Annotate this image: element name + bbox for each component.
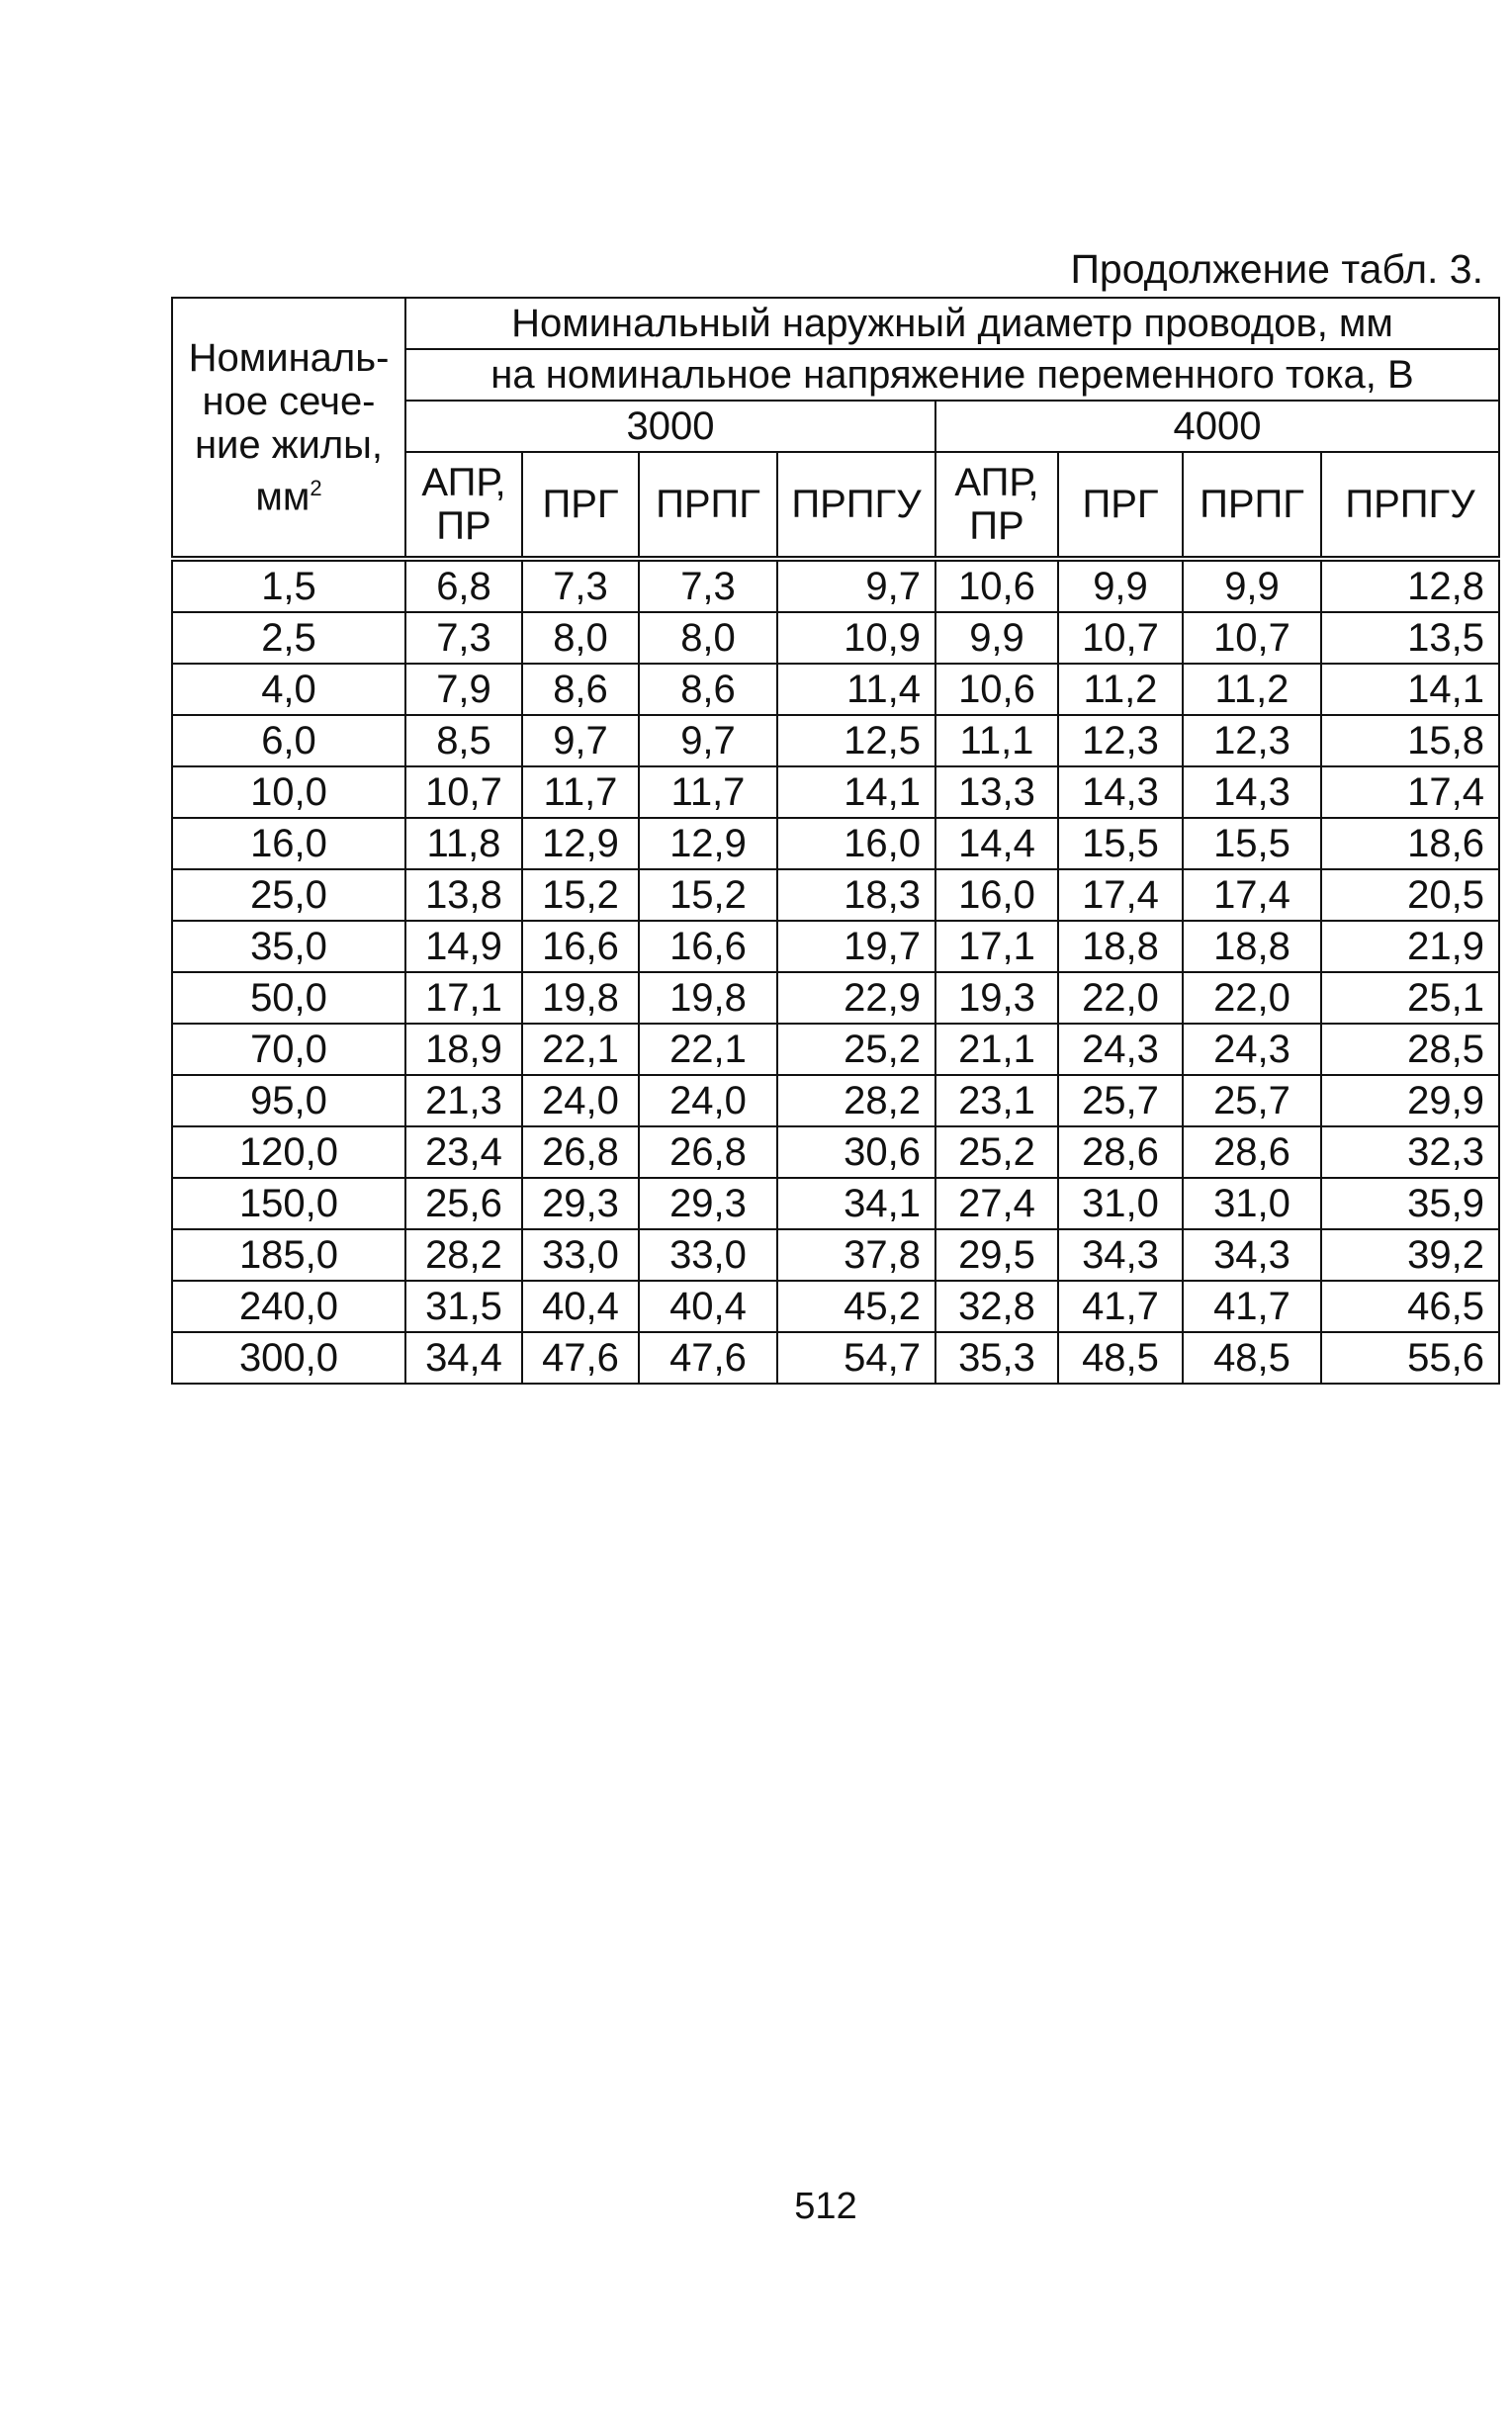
diameter-cell: 28,6 [1183,1126,1321,1178]
diameter-cell: 33,0 [639,1229,777,1281]
diameter-cell: 19,3 [935,972,1058,1024]
diameter-cell: 15,8 [1321,715,1499,766]
diameter-cell: 21,1 [935,1024,1058,1075]
diameter-cell: 20,5 [1321,869,1499,921]
diameter-cell: 40,4 [639,1281,777,1332]
diameter-cell: 9,7 [639,715,777,766]
wire-type-header: АПР, ПР [405,452,522,559]
diameter-cell: 27,4 [935,1178,1058,1229]
diameter-cell: 11,2 [1183,664,1321,715]
diameter-cell: 29,3 [639,1178,777,1229]
cross-section-cell: 95,0 [172,1075,405,1126]
table-row [172,921,1499,972]
diameter-cell: 16,0 [935,869,1058,921]
diameter-cell: 12,3 [1058,715,1183,766]
diameter-cell: 12,5 [777,715,935,766]
voltage-group-header: 4000 [935,401,1499,452]
diameter-cell: 33,0 [522,1229,639,1281]
diameter-cell: 19,8 [522,972,639,1024]
cross-section-cell: 120,0 [172,1126,405,1178]
diameter-cell: 31,5 [405,1281,522,1332]
diameter-cell: 23,4 [405,1126,522,1178]
diameter-cell: 7,3 [522,559,639,612]
diameter-cell: 19,7 [777,921,935,972]
diameter-cell: 29,5 [935,1229,1058,1281]
diameter-cell: 13,3 [935,766,1058,818]
diameter-cell: 21,9 [1321,921,1499,972]
diameter-cell: 41,7 [1183,1281,1321,1332]
cross-section-cell: 6,0 [172,715,405,766]
diameter-cell: 16,6 [639,921,777,972]
diameter-cell: 9,9 [1183,559,1321,612]
diameter-cell: 45,2 [777,1281,935,1332]
diameter-cell: 22,0 [1058,972,1183,1024]
table-row [172,1178,1499,1229]
diameter-cell: 10,7 [405,766,522,818]
table-row [172,1024,1499,1075]
diameter-cell: 14,3 [1058,766,1183,818]
wire-type-header: АПР, ПР [935,452,1058,559]
diameter-cell: 34,3 [1183,1229,1321,1281]
diameter-cell: 17,1 [935,921,1058,972]
diameter-cell: 21,3 [405,1075,522,1126]
diameter-cell: 7,9 [405,664,522,715]
diameter-cell: 16,6 [522,921,639,972]
cross-section-cell: 185,0 [172,1229,405,1281]
diameter-cell: 24,3 [1058,1024,1183,1075]
page-number: 512 [794,2186,857,2227]
diameter-cell: 9,9 [935,612,1058,664]
diameter-cell: 15,2 [522,869,639,921]
diameter-cell: 26,8 [639,1126,777,1178]
wire-type-header: ПРГ [1058,452,1183,559]
diameter-cell: 34,1 [777,1178,935,1229]
diameter-cell: 22,1 [639,1024,777,1075]
diameter-cell: 32,3 [1321,1126,1499,1178]
diameter-cell: 29,9 [1321,1075,1499,1126]
diameter-cell: 48,5 [1183,1332,1321,1384]
diameter-cell: 9,7 [777,559,935,612]
cross-section-cell: 16,0 [172,818,405,869]
diameter-cell: 6,8 [405,559,522,612]
diameter-cell: 10,6 [935,664,1058,715]
diameter-cell: 17,4 [1321,766,1499,818]
diameter-cell: 15,5 [1183,818,1321,869]
diameter-cell: 11,7 [522,766,639,818]
diameter-cell: 17,4 [1058,869,1183,921]
diameter-cell: 11,1 [935,715,1058,766]
diameter-cell: 25,7 [1183,1075,1321,1126]
cross-section-cell: 240,0 [172,1281,405,1332]
diameter-cell: 40,4 [522,1281,639,1332]
diameter-cell: 47,6 [639,1332,777,1384]
table-row [172,1126,1499,1178]
table-row [172,1281,1499,1332]
cross-section-cell: 50,0 [172,972,405,1024]
diameter-cell: 8,0 [522,612,639,664]
diameter-cell: 25,6 [405,1178,522,1229]
diameter-cell: 28,2 [777,1075,935,1126]
diameter-cell: 11,7 [639,766,777,818]
diameter-cell: 24,3 [1183,1024,1321,1075]
diameter-cell: 25,2 [777,1024,935,1075]
table-row [172,869,1499,921]
first-column-header-text: Номиналь-ное сече-ние жилы, мм [188,335,390,519]
subgroup-header: на номинальное напряжение переменного тока, В [405,349,1499,401]
diameter-cell: 14,3 [1183,766,1321,818]
cross-section-cell: 70,0 [172,1024,405,1075]
diameter-cell: 11,4 [777,664,935,715]
table-caption: Продолжение табл. 3. [1070,246,1483,292]
cross-section-cell: 4,0 [172,664,405,715]
diameter-cell: 8,5 [405,715,522,766]
table-row [172,612,1499,664]
diameter-cell: 14,1 [1321,664,1499,715]
diameter-cell: 34,3 [1058,1229,1183,1281]
diameter-cell: 46,5 [1321,1281,1499,1332]
diameter-cell: 19,8 [639,972,777,1024]
diameter-cell: 8,6 [639,664,777,715]
diameter-cell: 8,0 [639,612,777,664]
diameter-cell: 25,1 [1321,972,1499,1024]
voltage-group-header: 3000 [405,401,935,452]
diameter-cell: 47,6 [522,1332,639,1384]
diameter-cell: 28,5 [1321,1024,1499,1075]
diameter-cell: 54,7 [777,1332,935,1384]
group-header: Номинальный наружный диаметр проводов, мм [405,298,1499,349]
diameter-cell: 55,6 [1321,1332,1499,1384]
diameter-cell: 22,1 [522,1024,639,1075]
table-row [172,818,1499,869]
diameter-cell: 18,9 [405,1024,522,1075]
diameter-cell: 31,0 [1183,1178,1321,1229]
diameter-cell: 24,0 [639,1075,777,1126]
table-row [172,766,1499,818]
diameter-cell: 13,8 [405,869,522,921]
diameter-cell: 8,6 [522,664,639,715]
table-row [172,1229,1499,1281]
table-row [172,1332,1499,1384]
cross-section-cell: 35,0 [172,921,405,972]
first-column-header [172,298,405,559]
diameter-cell: 12,8 [1321,559,1499,612]
diameter-cell: 9,9 [1058,559,1183,612]
diameter-cell: 14,4 [935,818,1058,869]
wire-type-header: ПРГ [522,452,639,559]
diameter-cell: 28,6 [1058,1126,1183,1178]
diameter-cell: 30,6 [777,1126,935,1178]
cross-section-cell: 2,5 [172,612,405,664]
diameter-cell: 10,9 [777,612,935,664]
wire-type-header: ПРПГУ [1321,452,1499,559]
diameter-cell: 25,7 [1058,1075,1183,1126]
diameter-cell: 15,2 [639,869,777,921]
cross-section-cell: 300,0 [172,1332,405,1384]
diameter-cell: 18,3 [777,869,935,921]
diameter-cell: 22,0 [1183,972,1321,1024]
table-row [172,664,1499,715]
diameter-cell: 7,3 [639,559,777,612]
table-row [172,1075,1499,1126]
diameter-cell: 29,3 [522,1178,639,1229]
diameter-cell: 7,3 [405,612,522,664]
diameter-cell: 31,0 [1058,1178,1183,1229]
wire-type-header: ПРПГ [1183,452,1321,559]
diameter-cell: 34,4 [405,1332,522,1384]
diameter-cell: 41,7 [1058,1281,1183,1332]
table-row [172,715,1499,766]
wire-type-header: ПРПГУ [777,452,935,559]
diameter-cell: 28,2 [405,1229,522,1281]
diameter-cell: 10,7 [1058,612,1183,664]
diameter-cell: 12,9 [639,818,777,869]
table-row [172,972,1499,1024]
diameter-cell: 32,8 [935,1281,1058,1332]
diameter-cell: 16,0 [777,818,935,869]
cross-section-cell: 150,0 [172,1178,405,1229]
diameter-cell: 24,0 [522,1075,639,1126]
diameter-cell: 37,8 [777,1229,935,1281]
diameter-cell: 26,8 [522,1126,639,1178]
first-column-header-sup: 2 [310,475,322,500]
diameter-cell: 10,7 [1183,612,1321,664]
cross-section-cell: 10,0 [172,766,405,818]
cable-diameter-table [171,297,1500,1385]
diameter-cell: 35,9 [1321,1178,1499,1229]
diameter-cell: 12,9 [522,818,639,869]
cross-section-cell: 25,0 [172,869,405,921]
cross-section-cell: 1,5 [172,559,405,612]
wire-type-header: ПРПГ [639,452,777,559]
diameter-cell: 39,2 [1321,1229,1499,1281]
diameter-cell: 14,1 [777,766,935,818]
diameter-cell: 22,9 [777,972,935,1024]
diameter-cell: 17,4 [1183,869,1321,921]
diameter-cell: 15,5 [1058,818,1183,869]
table-row [172,559,1499,612]
diameter-cell: 12,3 [1183,715,1321,766]
diameter-cell: 10,6 [935,559,1058,612]
diameter-cell: 18,8 [1058,921,1183,972]
diameter-cell: 48,5 [1058,1332,1183,1384]
diameter-cell: 9,7 [522,715,639,766]
diameter-cell: 11,8 [405,818,522,869]
diameter-cell: 13,5 [1321,612,1499,664]
diameter-cell: 17,1 [405,972,522,1024]
diameter-cell: 35,3 [935,1332,1058,1384]
diameter-cell: 18,8 [1183,921,1321,972]
diameter-cell: 18,6 [1321,818,1499,869]
diameter-cell: 25,2 [935,1126,1058,1178]
diameter-cell: 11,2 [1058,664,1183,715]
diameter-cell: 14,9 [405,921,522,972]
diameter-cell: 23,1 [935,1075,1058,1126]
